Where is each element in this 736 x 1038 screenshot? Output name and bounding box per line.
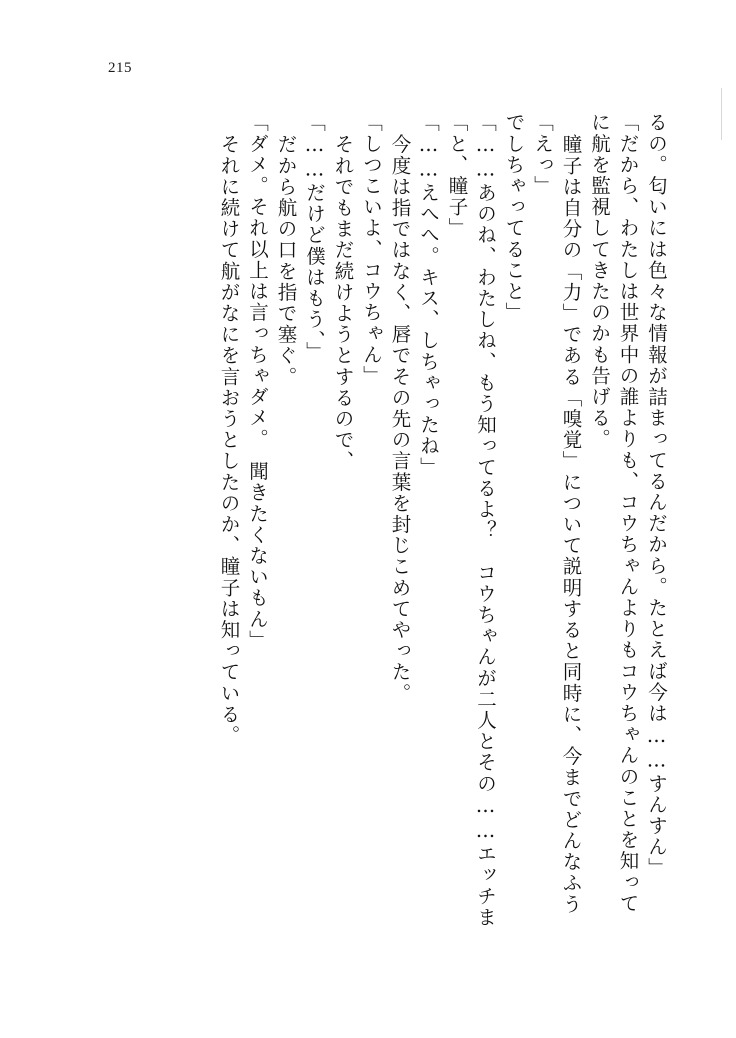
text-line: だから航の口を指で塞ぐ。 — [274, 134, 298, 388]
text-line: 「……だけど僕はもう、」 — [303, 112, 326, 363]
text-line: 「しつこいよ、コウちゃん」 — [360, 112, 383, 387]
text-line: 瞳子は自分の「力」である「嗅覚」について説明すると同時に、今までどんなふう — [559, 134, 583, 915]
text-line: それでもまだ続けようとするので、 — [331, 134, 355, 472]
page-number: 215 — [108, 60, 132, 76]
text-line: 「と、瞳子」 — [445, 112, 469, 239]
text-line: それに続けて航がなにを言おうとしたのか、瞳子は知っている。 — [217, 134, 241, 746]
text-line: に航を監視してきたのかも告げる。 — [588, 112, 611, 450]
text-line: るの。匂いには色々な情報が詰まってるんだから。たとえば今は……すんすん」 — [645, 112, 668, 879]
text-line: 「ダメ。それ以上は言っちゃダメ。 聞きたくないもん」 — [246, 112, 269, 651]
text-line: 「えっ」 — [531, 112, 554, 197]
page-edge-mark — [721, 88, 722, 140]
text-line: でしちゃってること」 — [502, 112, 526, 323]
text-line: 今度は指ではなく、唇でその先の言葉を封じこめてやった。 — [388, 134, 412, 704]
text-line: 「……えへへ。キス、しちゃったね」 — [417, 112, 440, 478]
text-line: 「だから、わたしは世界中の誰よりも、コウちゃんよりもコウちゃんのことを知って — [616, 112, 640, 914]
vertical-text-block — [210, 112, 666, 932]
text-line: 「……あのね、わたしね、もう知ってるよ？ コウちゃんが二人とその……エッチま — [474, 112, 497, 928]
